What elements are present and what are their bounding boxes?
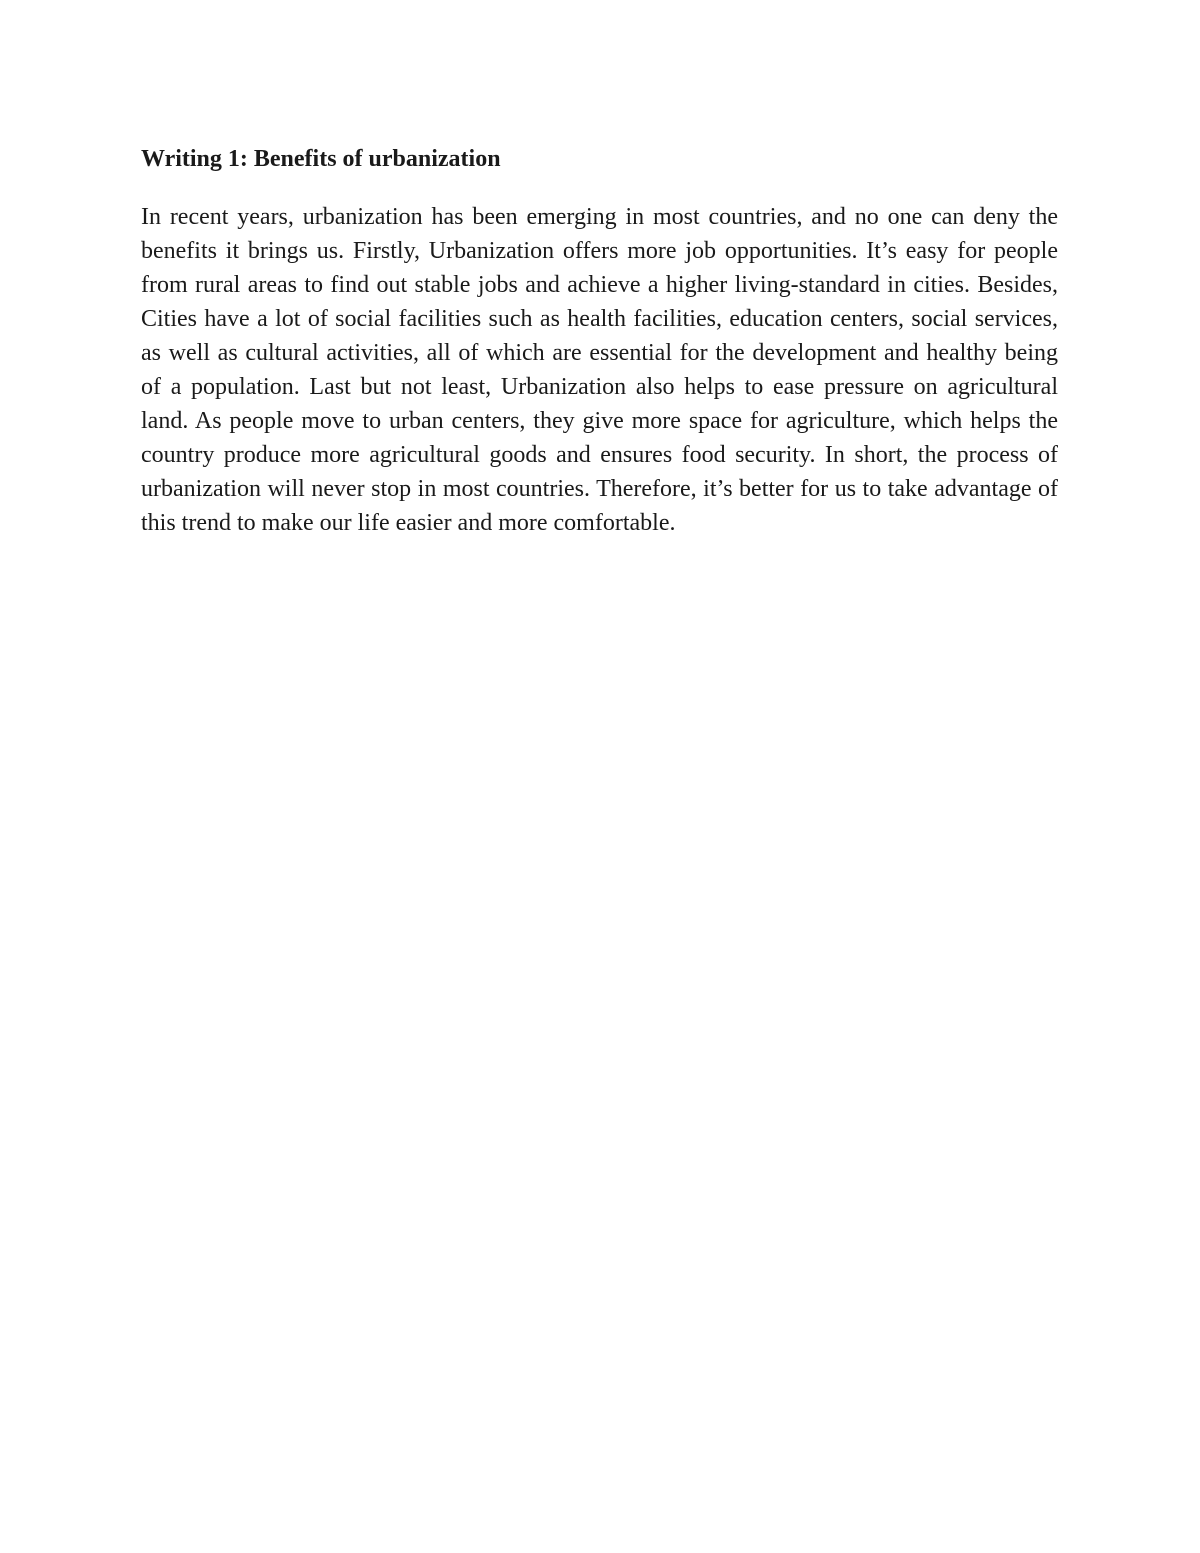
document-title: Writing 1: Benefits of urbanization <box>141 146 501 172</box>
document-content <box>141 142 1058 540</box>
body-paragraph: In recent years, urbanization has been emerging in most countries, and no one can deny the benefits it brings us. Firstly, Urbanization offers more job opportunities. It’s easy for people from rural areas to find out stable jobs and achieve a higher living-standard in cities. Besides, Cities have a lot of social facilities such as health facilities, education centers, social services, as well as cultural activities, all of which are essential for the development and healthy being of a population. Last but not least, Urbanization also helps to ease pressure on agricultural land. As people move to urban centers, they give more space for agriculture, which helps the country produce more agricultural goods and ensures food security. In short, the process of urbanization will never stop in most countries. Therefore, it’s better for us to take advantage of this trend to make our life easier and more comfortable. <box>141 204 1058 536</box>
